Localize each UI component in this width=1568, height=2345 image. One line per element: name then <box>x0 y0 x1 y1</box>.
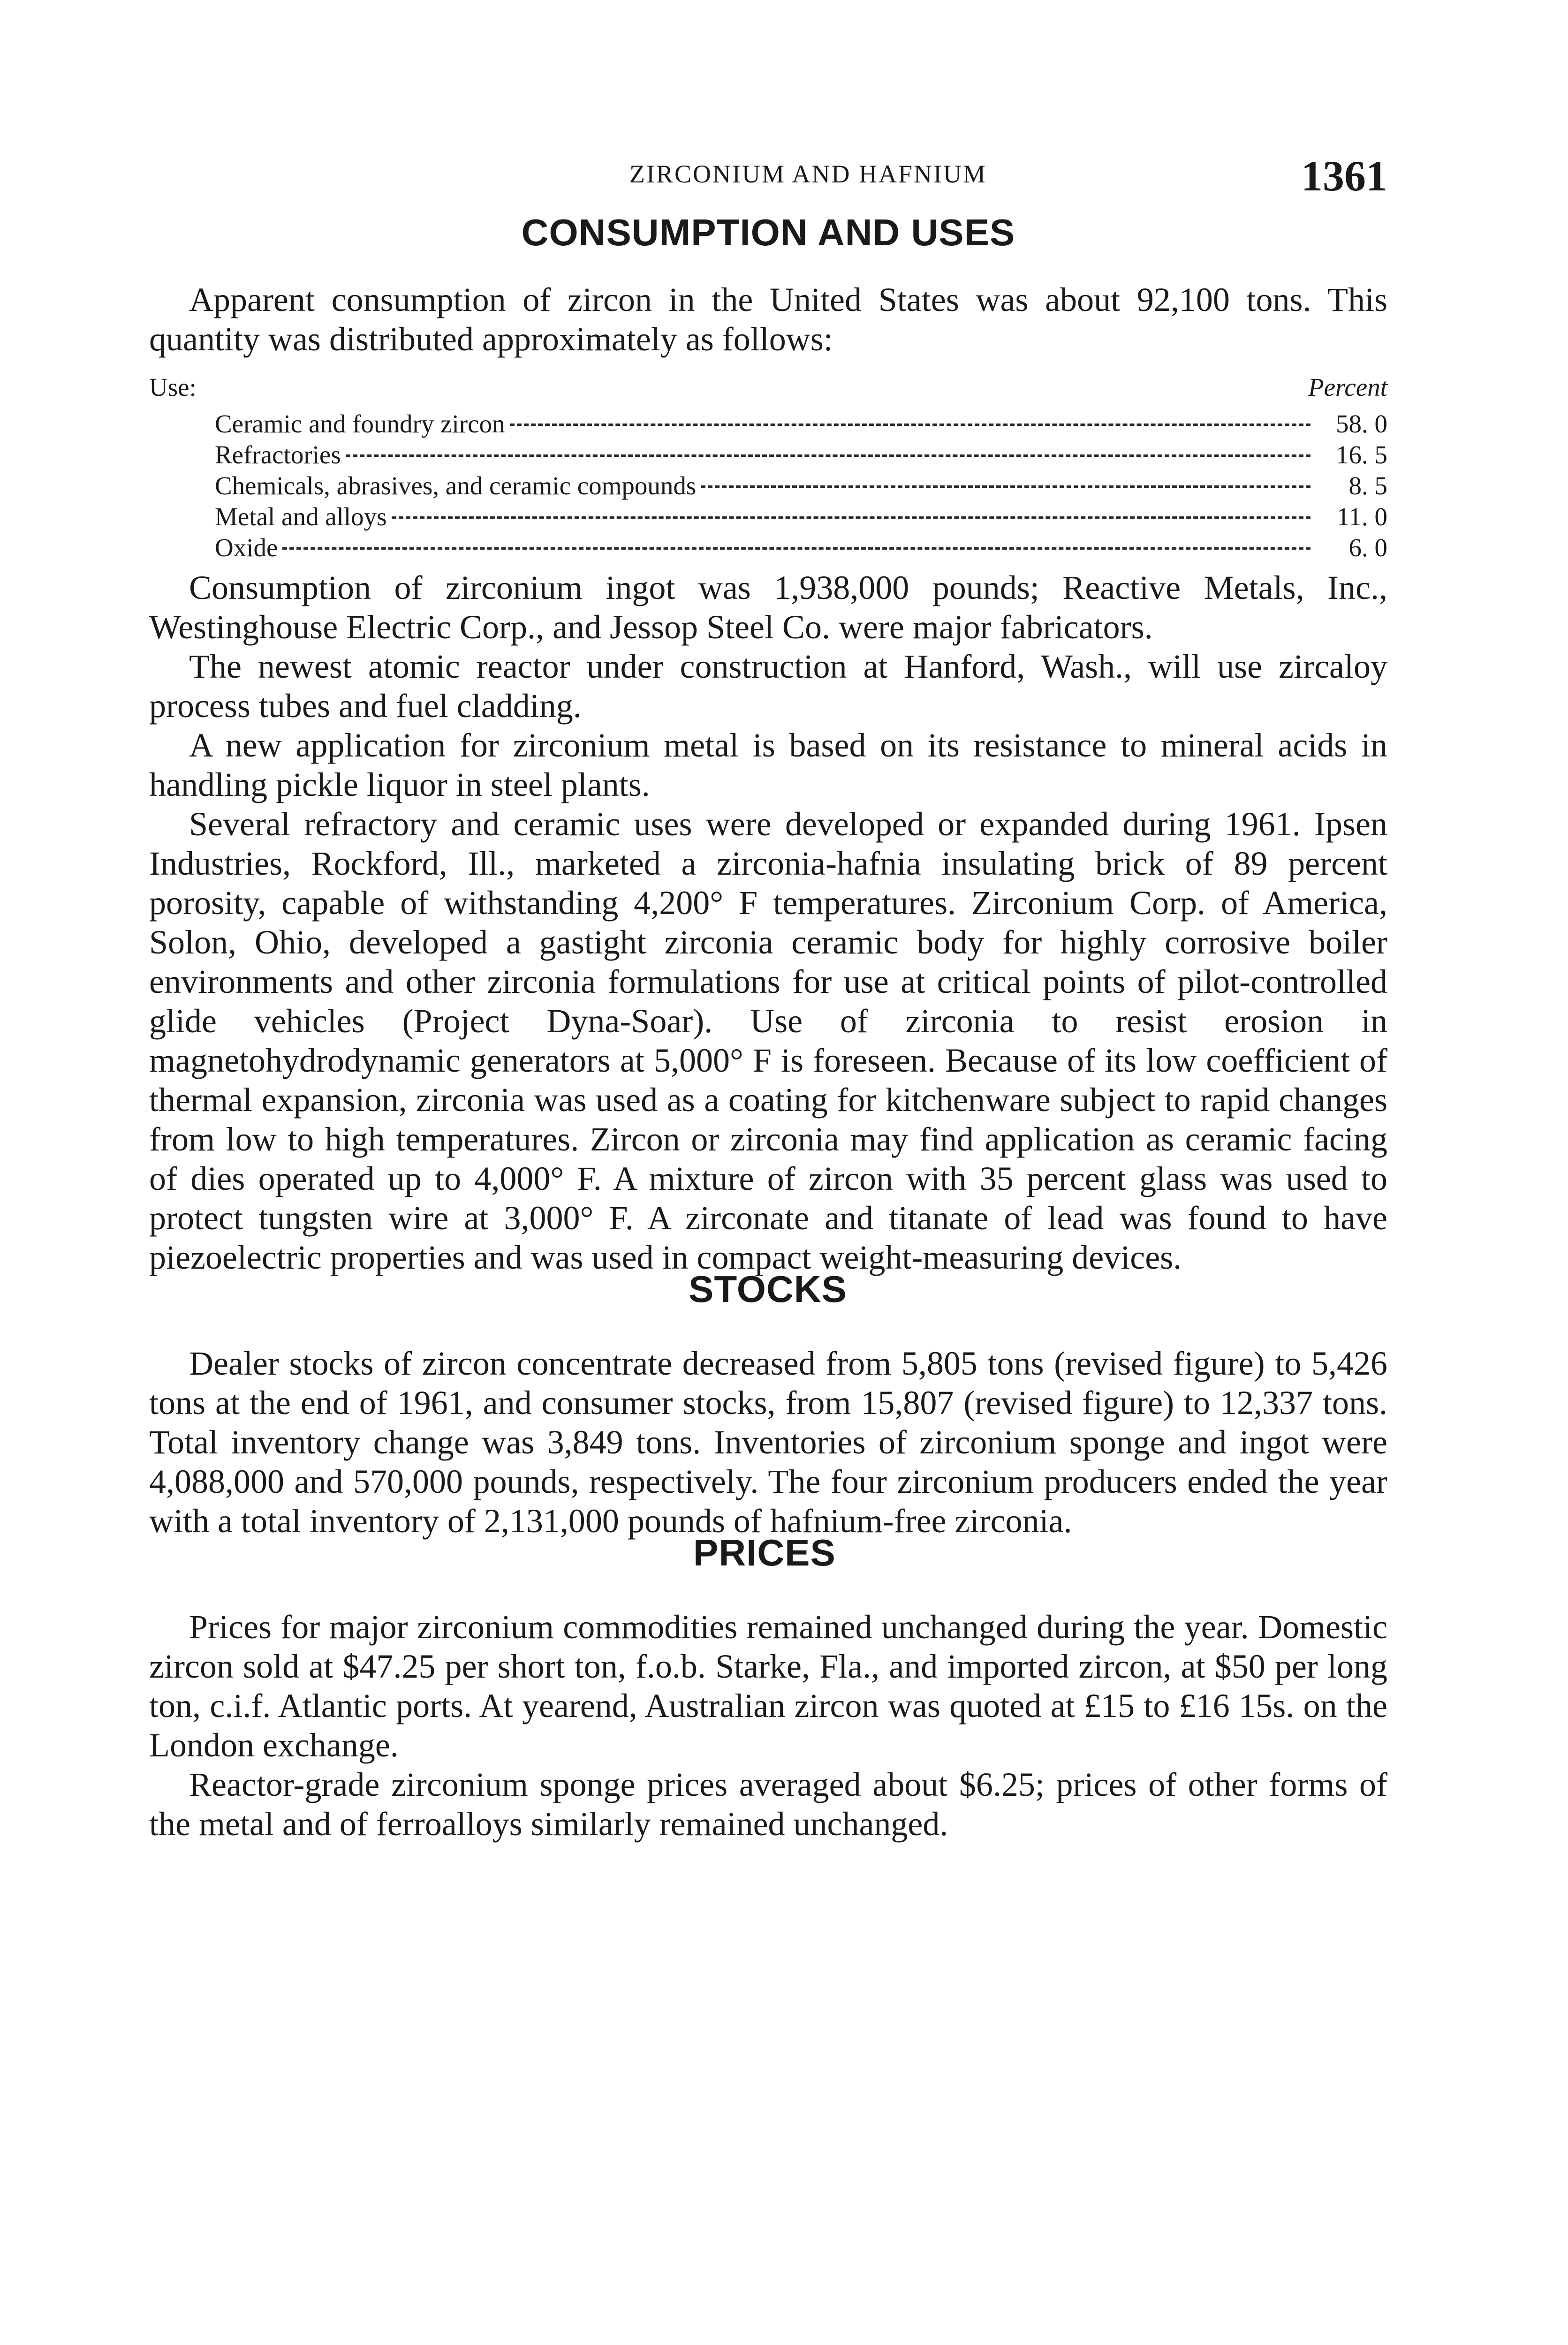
consumption-paragraph: Several refractory and ceramic uses were developed or expanded during 1961. Ipsen Industries, Rockford, Ill., marketed a zirconia-hafnia insulating brick of 89 percent porosity, capable of withstanding 4,200° F temperatures. Zirconium Corp. of America, Solon, Ohio, developed a gastight zirconia ceramic body for highly corrosive boiler environments and other zirconia formulations for use at critical points of pilot-controlled glide vehicles (Project Dyna-Soar). Use of zirconia to resist erosion in magnetohydrodynamic generators at 5,000° F is foreseen. Because of its low coefficient of thermal expansion, zirconia was used as a coating for kitchenware subject to rapid changes from low to high temperatures. Zircon or zirconia may find application as ceramic facing of dies operated up to 4,000° F. A mixture of zircon with 35 percent glass was used to protect tungsten wire at 3,000° F. A zirconate and titanate of lead was found to have piezoelectric properties and was used in compact weight-measuring devices. <box>149 805 1387 1276</box>
consumption-paragraph: Consumption of zirconium ingot was 1,938,000 pounds; Reactive Metals, Inc., Westinghouse Electric Corp., and Jessop Steel Co. were major fabricators. <box>149 569 1387 646</box>
use-row-label: Chemicals, abrasives, and ceramic compounds <box>215 471 697 500</box>
use-row-value: 8. 5 <box>1348 471 1387 500</box>
table-row <box>149 470 1387 501</box>
use-row-label: Ceramic and foundry zircon <box>215 409 505 438</box>
document-page <box>149 152 1387 1844</box>
table-row <box>149 408 1387 439</box>
dot-leader <box>346 454 1310 457</box>
percent-column-label: Percent <box>1308 373 1387 401</box>
page-number: 1361 <box>1301 152 1387 200</box>
table-row <box>149 501 1387 532</box>
table-row <box>149 439 1387 470</box>
use-row-value: 16. 5 <box>1336 440 1387 469</box>
running-header <box>149 152 1387 211</box>
consumption-intro-paragraph: Apparent consumption of zircon in the United States was about 92,100 tons. This quantity was distributed approximately as follows: <box>149 281 1387 358</box>
dot-leader <box>282 547 1310 550</box>
use-column-label: Use: <box>149 373 197 401</box>
dot-leader <box>510 424 1310 426</box>
stocks-paragraph: Dealer stocks of zircon concentrate decreased from 5,805 tons (revised figure) to 5,426 tons at the end of 1961, and consumer stocks, from 15,807 (revised figure) to 12,337 tons. Total inventory change was 3,849 tons. Inventories of zirconium sponge and ingot were 4,088,000 and 570,000 pounds, respectively. The four zirconium producers ended the year with a total inventory of 2,131,000 pounds of hafnium-free zirconia. <box>149 1345 1387 1540</box>
section-heading-stocks: STOCKS <box>689 1268 847 1310</box>
use-row-label: Metal and alloys <box>215 502 387 531</box>
use-row-value: 58. 0 <box>1336 409 1387 438</box>
use-row-value: 6. 0 <box>1348 533 1387 562</box>
use-row-label: Oxide <box>215 533 278 562</box>
use-row-value: 11. 0 <box>1337 502 1387 531</box>
running-title: ZIRCONIUM AND HAFNIUM <box>629 160 987 188</box>
dot-leader <box>701 485 1310 488</box>
use-distribution-table <box>149 372 1387 563</box>
dot-leader <box>392 516 1310 519</box>
table-row <box>149 532 1387 563</box>
prices-paragraph: Reactor-grade zirconium sponge prices averaged about $6.25; prices of other forms of the metal and of ferroalloys similarly remained unchanged. <box>149 1766 1387 1843</box>
consumption-paragraph: The newest atomic reactor under construction at Hanford, Wash., will use zircaloy process tubes and fuel cladding. <box>149 648 1387 725</box>
use-row-label: Refractories <box>215 440 341 469</box>
consumption-paragraph: A new application for zirconium metal is based on its resistance to mineral acids in handling pickle liquor in steel plants. <box>149 726 1387 803</box>
use-table-header <box>149 372 1387 403</box>
section-heading-consumption: CONSUMPTION AND USES <box>521 212 1015 253</box>
prices-paragraph: Prices for major zirconium commodities remained unchanged during the year. Domestic zircon sold at $47.25 per short ton, f.o.b. Starke, Fla., and imported zircon, at $50 per long ton, c.i.f. Atlantic ports. At yearend, Australian zircon was quoted at £15 to £16 15s. on the London exchange. <box>149 1608 1387 1764</box>
section-heading-prices: PRICES <box>693 1532 836 1573</box>
